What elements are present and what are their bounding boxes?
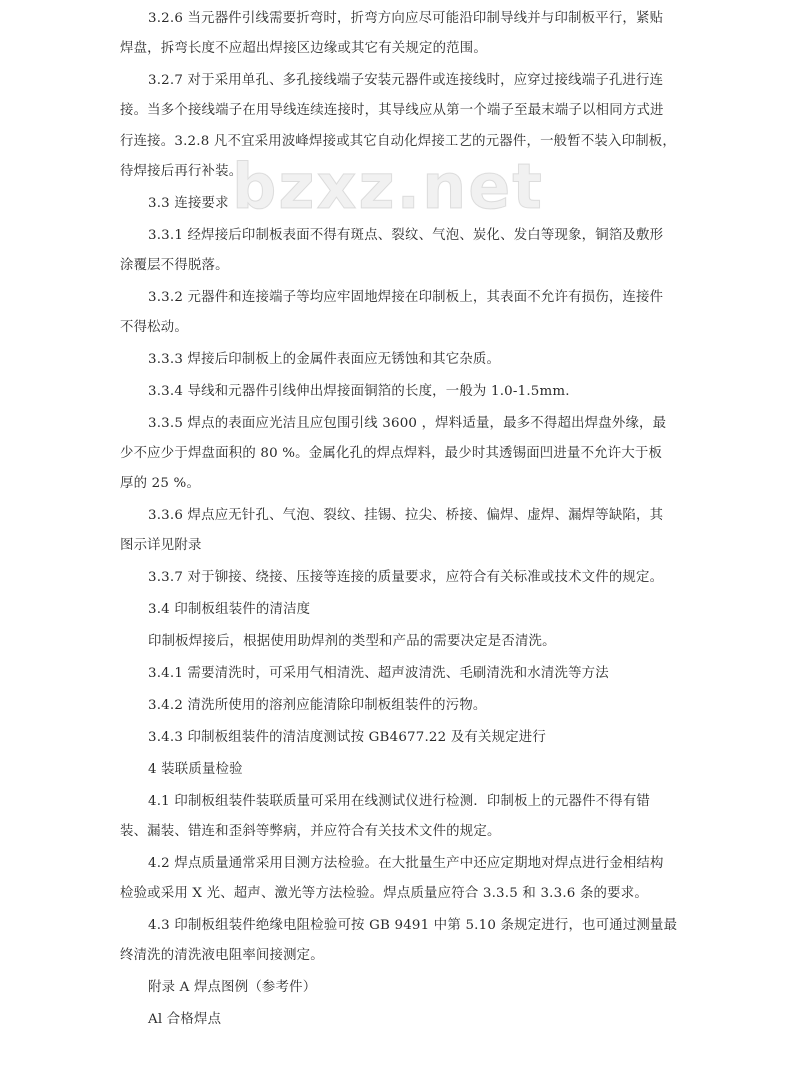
text-line: 少不应少于焊盘面积的 80 %。金属化孔的焊点焊料，最少时其透锡面凹进量不允许大于板	[120, 446, 663, 461]
text-line: 焊盘，拆弯长度不应超出焊接区边缘或其它有关规定的范围。	[120, 41, 487, 56]
section-heading: 3.3 连接要求	[148, 196, 229, 211]
text-line: 3.3.1 经焊接后印制板表面不得有斑点、裂纹、气泡、炭化、发白等现象，铜箔及敷形	[148, 228, 664, 243]
watermark: bzxz.net	[232, 150, 544, 223]
text-line: 3.2.7 对于采用单孔、多孔接线端子安装元器件或连接线时，应穿过接线端子孔进行连	[148, 73, 664, 88]
text-line: 3.3.3 焊接后印制板上的金属件表面应无锈蚀和其它杂质。	[148, 352, 501, 367]
text-line: 3.3.6 焊点应无针孔、气泡、裂纹、挂锡、拉尖、桥接、偏焊、虚焊、漏焊等缺陷，其	[148, 508, 664, 523]
section-heading: 3.4 印制板组装件的清洁度	[148, 602, 311, 617]
text-line: 厚的 25 %。	[120, 476, 201, 491]
text-line: 3.3.7 对于铆接、绕接、压接等连接的质量要求，应符合有关标准或技术文件的规定。	[148, 570, 664, 585]
text-line: 3.3.4 导线和元器件引线伸出焊接面铜箔的长度，一般为 1.0-1.5mm.	[148, 384, 570, 399]
text-line: 4.3 印制板组装件绝缘电阻检验可按 GB 9491 中第 5.10 条规定进行，也可通过测量最	[148, 918, 678, 933]
text-line: 3.4.3 印制板组装件的清洁度测试按 GB4677.22 及有关规定进行	[148, 730, 546, 745]
text-line: 接。当多个接线端子在用导线连续连接时，其导线应从第一个端子至最末端子以相同方式进	[120, 103, 664, 118]
text-line: 3.4.1 需要清洗时，可采用气相清洗、超声波清洗、毛刷清洗和水清洗等方法	[148, 666, 609, 681]
text-line: 装、漏装、错连和歪斜等弊病，并应符合有关技术文件的规定。	[120, 824, 501, 839]
text-line: 4.1 印制板组装件装联质量可采用在线测试仪进行检测．印制板上的元器件不得有错	[148, 794, 651, 809]
text-line: 图示详见附录	[120, 538, 202, 553]
text-line: 行连接。3.2.8 凡不宜采用波峰焊接或其它自动化焊接工艺的元器件，一般暂不装入印制板，	[120, 134, 676, 149]
text-line: 涂覆层不得脱落。	[120, 258, 229, 273]
text-line: 3.3.5 焊点的表面应光洁且应包围引线 3600 ，焊料适量，最多不得超出焊盘外缘，最	[148, 416, 667, 431]
section-heading: 附录 A 焊点图例（参考件）	[148, 980, 317, 995]
text-line: 4.2 焊点质量通常采用目测方法检验。在大批量生产中还应定期地对焊点进行金相结构	[148, 856, 664, 871]
text-line: 待焊接后再行补装。	[120, 164, 243, 179]
text-line: 不得松动。	[120, 320, 188, 335]
text-line: 印制板焊接后，根据使用助焊剂的类型和产品的需要决定是否清洗。	[148, 634, 556, 649]
text-line: 3.2.6 当元器件引线需要折弯时，折弯方向应尽可能沿印制导线并与印制板平行，紧贴	[148, 11, 664, 26]
text-line: 终清洗的清洗液电阻率间接测定。	[120, 948, 324, 963]
text-line: 3.3.2 元器件和连接端子等均应牢固地焊接在印制板上，其表面不允许有损伤，连接件	[148, 290, 664, 305]
text-line: 检验或采用 X 光、超声、激光等方法检验。焊点质量应符合 3.3.5 和 3.3.6 条的要求。	[120, 886, 648, 901]
text-line: Al 合格焊点	[148, 1012, 222, 1027]
text-line: 3.4.2 清洗所使用的溶剂应能清除印制板组装件的污物。	[148, 698, 487, 713]
section-heading: 4 装联质量检验	[148, 762, 243, 777]
